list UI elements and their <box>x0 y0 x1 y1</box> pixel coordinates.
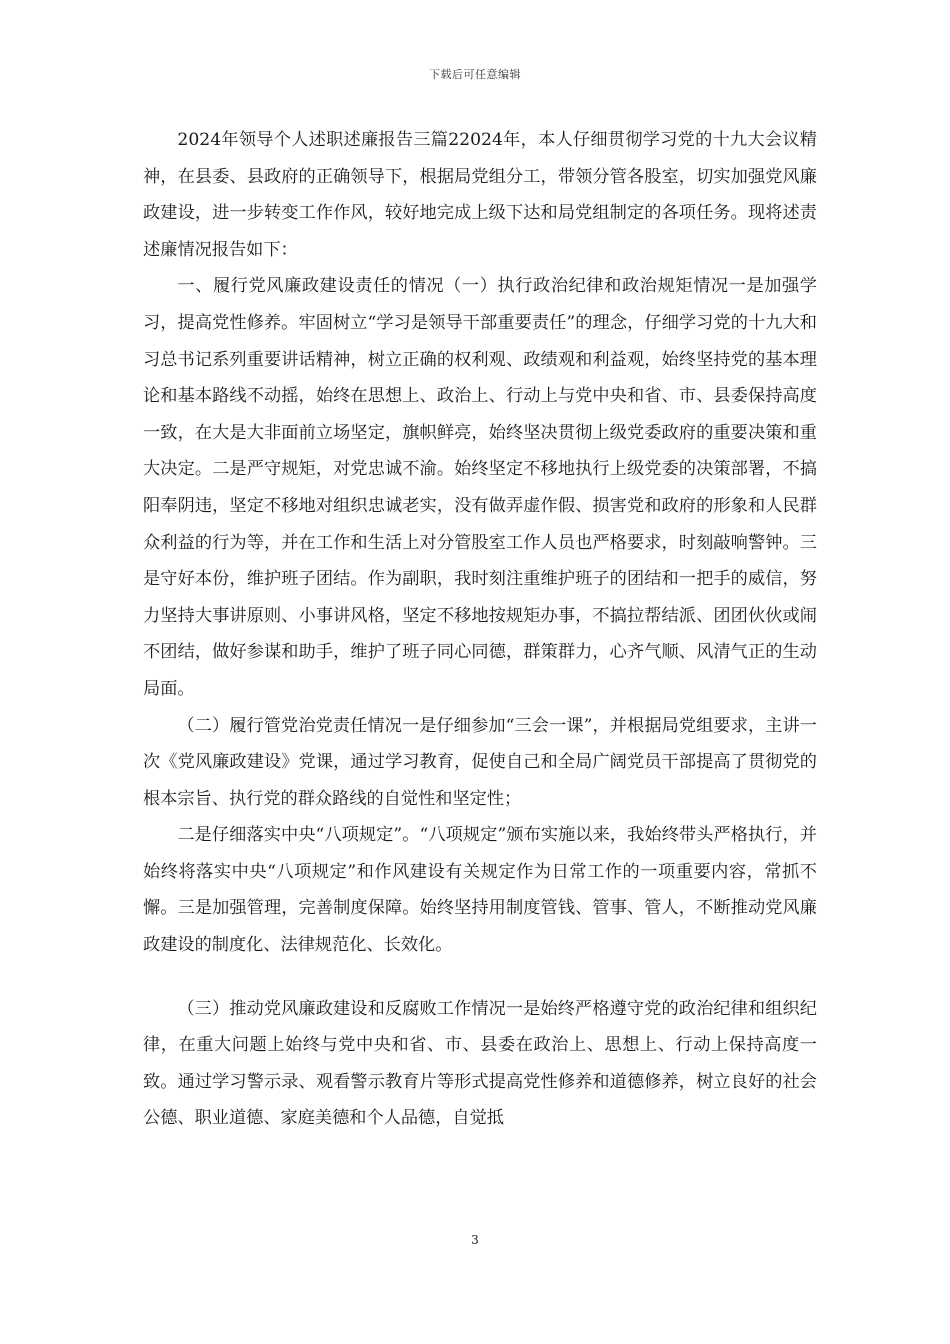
page-number: 3 <box>471 1233 479 1247</box>
header-note: 下载后可任意编辑 <box>429 68 521 81</box>
paragraph-section-three: （三）推动党风廉政建设和反腐败工作情况一是始终严格遵守党的政治纪律和组织纪律，在重大问题上始终与党中央和省、市、县委在政治上、思想上、行动上保持高度一致。通过学习警示录、观看警示教育片等形式提高党性修养和道德修养，树立良好的社会公德、职业道德、家庭美德和个人品德，自觉抵 <box>143 998 817 1129</box>
paragraph-intro: 2024年领导个人述职述廉报告三篇22024年，本人仔细贯彻学习党的十九大会议精神，在县委、县政府的正确领导下，根据局党组分工，带领分管各股室，切实加强党风廉政建设，进一步转变工作作风，较好地完成上级下达和局党组制定的各项任务。现将述责述廉情况报告如下： <box>143 130 817 260</box>
document-body <box>143 122 817 1137</box>
paragraph-section-one: 一、履行党风廉政建设责任的情况（一）执行政治纪律和政治规矩情况一是加强学习，提高党性修养。牢固树立“学习是领导干部重要责任”的理念，仔细学习党的十九大和习总书记系列重要讲话精神，树立正确的权利观、政绩观和利益观，始终坚持党的基本理论和基本路线不动摇，始终在思想上、政治上、行动上与党中央和省、市、县委保持高度一致，在大是大非面前立场坚定，旗帜鲜亮，始终坚决贯彻上级党委政府的重要决策和重大决定。二是严守规矩，对党忠诚不渝。始终坚定不移地执行上级党委的决策部署，不搞阳奉阴违，坚定不移地对组织忠诚老实，没有做弄虚作假、损害党和政府的形象和人民群众利益的行为等，并在工作和生活上对分管股室工作人员也严格要求，时刻敲响警钟。三是守好本份，维护班子团结。作为副职，我时刻注重维护班子的团结和一把手的威信，努力坚持大事讲原则、小事讲风格，坚定不移地按规矩办事，不搞拉帮结派、团团伙伙或闹不团结，做好参谋和助手，维护了班子同心同德，群策群力，心齐气顺、风清气正的生动局面。 <box>143 276 817 699</box>
paragraph-spacer <box>143 964 817 991</box>
paragraph-section-two-continued: 二是仔细落实中央“八项规定”。“八项规定”颁布实施以来，我始终带头严格执行，并始终将落实中央“八项规定”和作风建设有关规定作为日常工作的一项重要内容，常抓不懈。三是加强管理，完善制度保障。始终坚持用制度管钱、管事、管人，不断推动党风廉政建设的制度化、法律规范化、长效化。 <box>143 825 817 956</box>
paragraph-section-two: （二）履行管党治党责任情况一是仔细参加“三会一课”，并根据局党组要求，主讲一次《党风廉政建设》党课，通过学习教育，促使自己和全局广阔党员干部提高了贯彻党的根本宗旨、执行党的群众路线的自觉性和坚定性； <box>143 715 817 809</box>
